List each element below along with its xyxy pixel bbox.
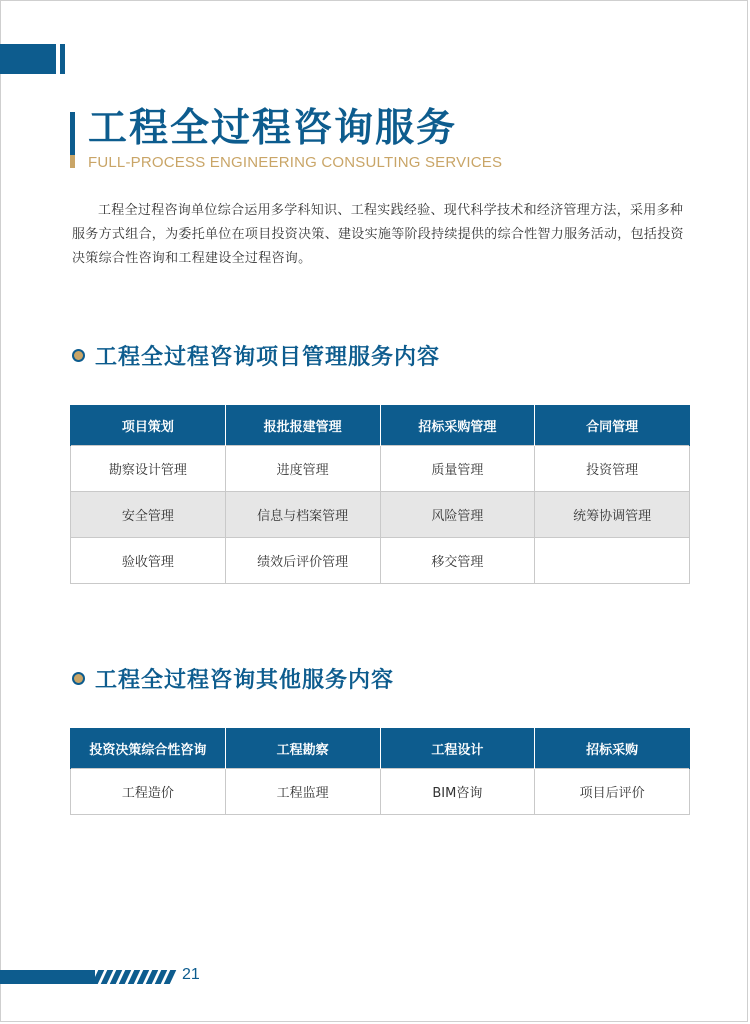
- table-header-row: [71, 728, 690, 769]
- table-header-cell: 工程设计: [380, 728, 535, 769]
- table-header-cell: 合同管理: [535, 405, 690, 446]
- table-header-row: [71, 405, 690, 446]
- table-cell: 进度管理: [225, 446, 380, 492]
- section-heading-other-services: [72, 663, 394, 694]
- table-row: [71, 538, 690, 584]
- section-heading-text: 工程全过程咨询其他服务内容: [95, 668, 395, 693]
- intro-paragraph: 工程全过程咨询单位综合运用多学科知识、工程实践经验、现代科学技术和经济管理方法，采用多种服务方式组合，为委托单位在项目投资决策、建设实施等阶段持续提供的综合性智力服务活动，包括投资决策综合性咨询和工程建设全过程咨询。: [72, 203, 684, 266]
- page-title: 工程全过程咨询服务: [88, 106, 458, 151]
- table-cell: 信息与档案管理: [225, 492, 380, 538]
- table-header-cell: 项目策划: [71, 405, 226, 446]
- table-cell: 勘察设计管理: [71, 446, 226, 492]
- table-header-cell: 报批报建管理: [225, 405, 380, 446]
- bullet-dot-icon: [74, 674, 83, 683]
- table-header-cell: 招标采购: [535, 728, 690, 769]
- title-accent-gold: [70, 155, 75, 168]
- section-heading-text: 工程全过程咨询项目管理服务内容: [95, 345, 441, 370]
- other-services-table: [70, 728, 690, 815]
- table-header-cell: 招标采购管理: [380, 405, 535, 446]
- table-row: [71, 769, 690, 815]
- table-cell: 工程监理: [225, 769, 380, 815]
- table-cell: 移交管理: [380, 538, 535, 584]
- table-cell: 安全管理: [71, 492, 226, 538]
- bottom-decor-bar: [0, 970, 95, 984]
- page-subtitle: FULL-PROCESS ENGINEERING CONSULTING SERVICES: [88, 154, 503, 171]
- section-heading-project-management: [72, 340, 440, 371]
- table-cell: 统筹协调管理: [535, 492, 690, 538]
- table-cell: 项目后评价: [535, 769, 690, 815]
- table-cell: [535, 538, 690, 584]
- table-header-cell: 工程勘察: [225, 728, 380, 769]
- table-row: [71, 446, 690, 492]
- table-cell: 投资管理: [535, 446, 690, 492]
- table-cell: 绩效后评价管理: [225, 538, 380, 584]
- project-management-table: [70, 405, 690, 584]
- bullet-dot-icon: [74, 351, 83, 360]
- table-cell: BIM咨询: [380, 769, 535, 815]
- table-header-cell: 投资决策综合性咨询: [71, 728, 226, 769]
- table-cell: 工程造价: [71, 769, 226, 815]
- page-number: 21: [182, 966, 200, 983]
- top-decor-tick: [60, 44, 65, 74]
- table-cell: 风险管理: [380, 492, 535, 538]
- top-decor-bar: [0, 44, 56, 74]
- table-row: [71, 492, 690, 538]
- table-cell: 质量管理: [380, 446, 535, 492]
- table-cell: 验收管理: [71, 538, 226, 584]
- bottom-decor-stripes: [95, 970, 177, 984]
